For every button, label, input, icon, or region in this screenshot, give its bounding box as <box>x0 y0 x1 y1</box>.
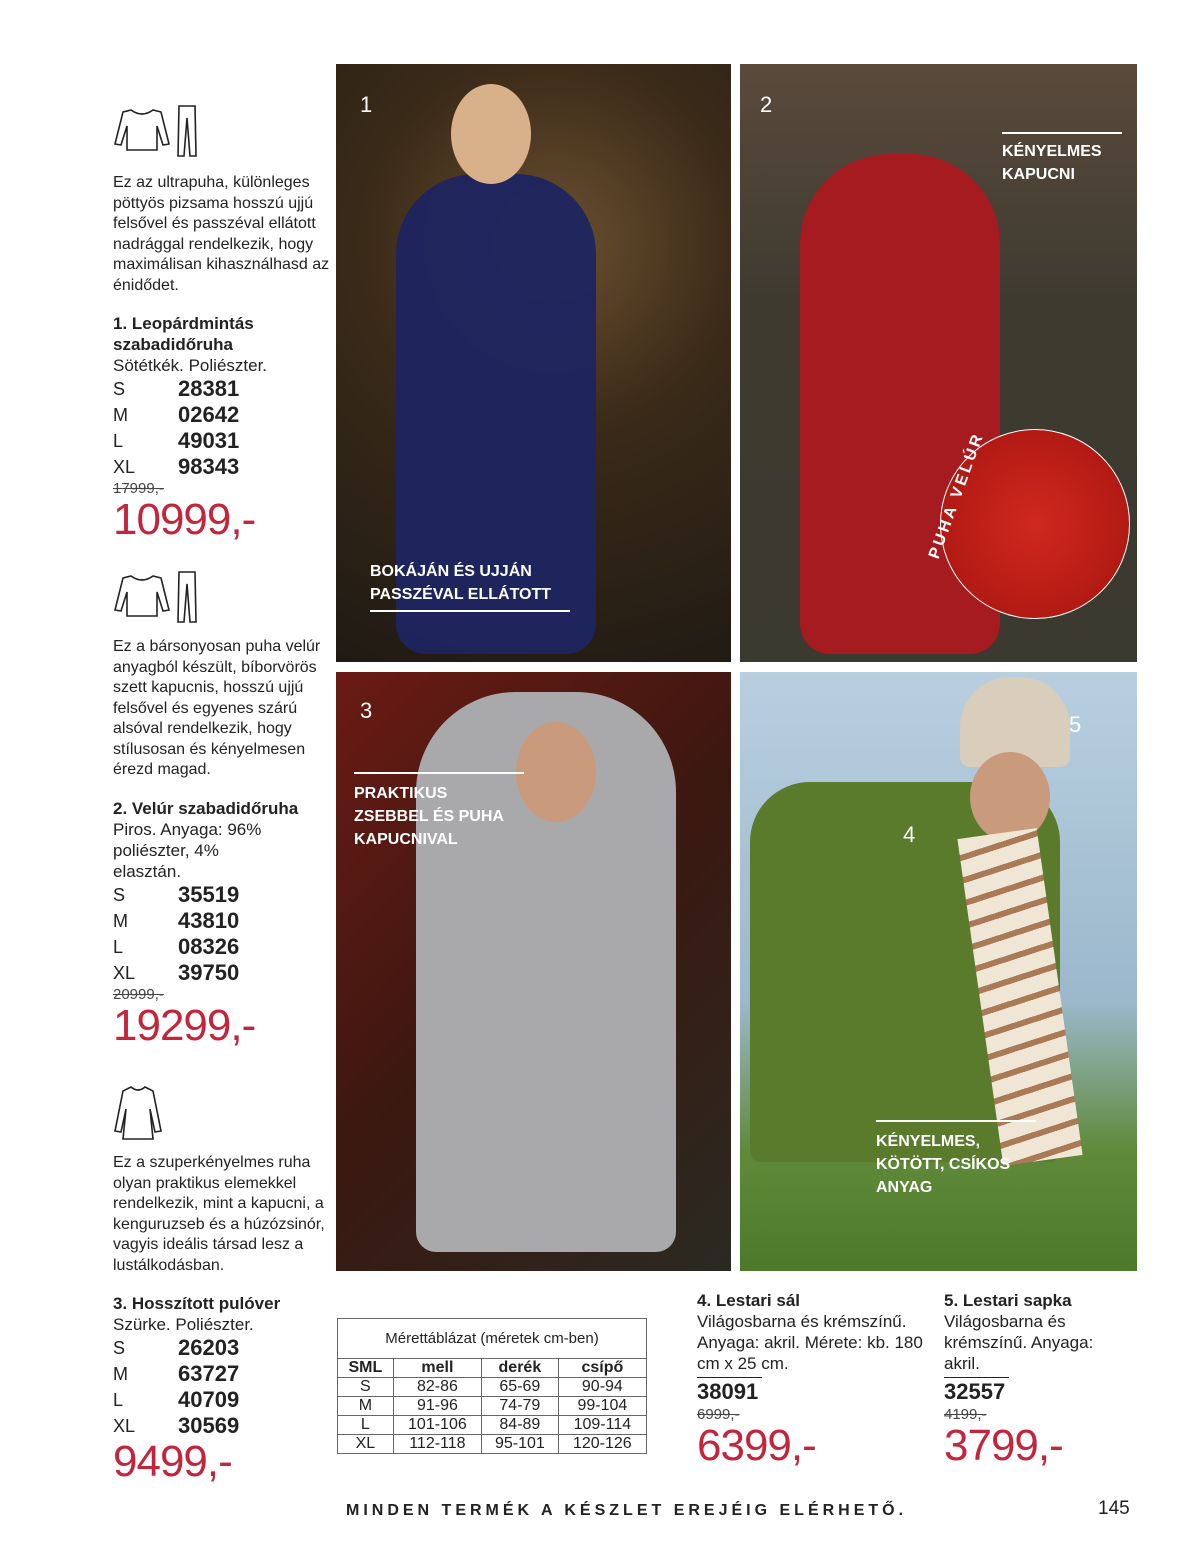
photo-leopard-pajamas <box>336 64 731 662</box>
product-5-title: 5. Lestari sapka <box>944 1291 1072 1310</box>
footer-note: MINDEN TERMÉK A KÉSZLET EREJÉIG ELÉRHETŐ. <box>346 1502 908 1519</box>
photo-number: 5 <box>1069 712 1082 737</box>
cell: 90-94 <box>558 1378 646 1397</box>
price: 6399,- <box>697 1421 816 1470</box>
cell: 120-126 <box>558 1435 646 1454</box>
table-row <box>338 1397 647 1416</box>
size: M <box>113 1364 128 1384</box>
product-3-title: 3. Hosszított pulóver <box>113 1294 281 1313</box>
photo-caption <box>354 772 524 851</box>
cell: L <box>338 1416 394 1435</box>
product-3-info <box>113 1153 338 1485</box>
product-4-title: 4. Lestari sál <box>697 1291 801 1310</box>
code: 63727 <box>178 1361 240 1386</box>
cell: 112-118 <box>393 1435 481 1454</box>
cell: 91-96 <box>393 1397 481 1416</box>
old-price: 17999,- <box>113 480 164 497</box>
code: 08326 <box>178 933 240 959</box>
cell: 65-69 <box>482 1378 559 1397</box>
header-cell: derék <box>482 1359 559 1378</box>
cell: 109-114 <box>558 1416 646 1435</box>
code: 98343 <box>178 454 240 479</box>
product-5-code: 32557 <box>944 1379 1006 1404</box>
product-1-info <box>113 173 338 543</box>
photo-velour-tracksuit <box>740 64 1137 662</box>
table-row <box>338 1435 647 1454</box>
cell: M <box>338 1397 394 1416</box>
old-price: 6999,- <box>697 1406 740 1423</box>
size: S <box>113 884 126 905</box>
product-1-sizes <box>113 376 338 480</box>
photo-number: 3 <box>360 698 373 723</box>
price: 19299,- <box>113 1000 256 1050</box>
price: 3799,- <box>944 1421 1063 1470</box>
tracksuit-icon <box>113 570 199 624</box>
code: 35519 <box>178 881 240 907</box>
product-5-info <box>944 1290 1114 1469</box>
product-2-subtitle: Piros. Anyaga: 96% poliészter, 4% elasztán. <box>113 819 262 881</box>
header-cell: SML <box>338 1359 394 1378</box>
size: S <box>113 379 126 399</box>
photo-number: 1 <box>360 92 373 117</box>
size: M <box>113 405 128 425</box>
code: 43810 <box>178 907 240 933</box>
pajamas-icon <box>113 104 199 158</box>
size: S <box>113 1338 126 1358</box>
code: 39750 <box>178 959 240 985</box>
cell: XL <box>338 1435 394 1454</box>
caption-text: BOKÁJÁN ÉS UJJÁN PASSZÉVAL ELLÁTOTT <box>370 563 552 603</box>
photo-caption <box>370 560 570 612</box>
code: 30569 <box>178 1413 240 1438</box>
size: L <box>113 1390 124 1410</box>
photo-scarf-hat <box>740 672 1137 1271</box>
product-2-info <box>113 637 338 1049</box>
caption-text: PRAKTIKUS ZSEBBEL ÉS PUHA KAPUCNIVAL <box>354 785 504 848</box>
page-number: 145 <box>1098 1498 1130 1519</box>
caption-text: KÉNYELMES KAPUCNI <box>1002 143 1102 183</box>
product-1-subtitle: Sötétkék. Poliészter. <box>113 356 268 375</box>
photo-long-pullover <box>336 672 731 1271</box>
old-price: 4199,- <box>944 1406 987 1423</box>
cell: 74-79 <box>482 1397 559 1416</box>
product-3-sizes <box>113 1335 338 1439</box>
size: XL <box>113 457 136 477</box>
cell: S <box>338 1378 394 1397</box>
caption-text: KÉNYELMES, KÖTÖTT, CSÍKOS ANYAG <box>876 1133 1011 1196</box>
size: XL <box>113 1416 136 1436</box>
product-4-code: 38091 <box>697 1379 759 1404</box>
header-cell: mell <box>393 1359 481 1378</box>
photo-number: 4 <box>903 822 916 847</box>
dress-icon <box>113 1085 163 1141</box>
photo-caption <box>1002 132 1122 186</box>
size: XL <box>113 962 136 983</box>
product-4-info <box>697 1290 927 1469</box>
code: 26203 <box>178 1335 240 1360</box>
code: 49031 <box>178 428 240 453</box>
cell: 95-101 <box>482 1435 559 1454</box>
velour-label: PUHA VELÚR <box>925 429 988 562</box>
product-2-sizes <box>113 882 338 986</box>
cell: 82-86 <box>393 1378 481 1397</box>
code: 02642 <box>178 402 240 427</box>
product-2-title: 2. Velúr szabadidőruha <box>113 798 299 818</box>
product-3-subtitle: Szürke. Poliészter. <box>113 1315 254 1334</box>
code: 40709 <box>178 1387 240 1412</box>
product-5-subtitle: Világosbarna és krémszínű. Anyaga: akril. <box>944 1312 1094 1373</box>
product-2-description: Ez a bársonyosan puha velúr anyagból készült, bíborvörös szett kapucnis, hosszú ujjú felsővel és egyenes szárú alsóval rendelkezik, hogy stílusosan és kényelmesen érezd magad. <box>113 638 321 778</box>
model-head <box>451 84 531 184</box>
photo-number: 2 <box>760 92 773 117</box>
cell: 101-106 <box>393 1416 481 1435</box>
product-1-title: 1. Leopárdmintás szabadidőruha <box>113 314 254 354</box>
price: 10999,- <box>113 495 256 544</box>
size: L <box>113 431 124 451</box>
price: 9499,- <box>113 1437 232 1486</box>
product-1-description: Ez az ultrapuha, különleges pöttyös pizsama hosszú ujjú felsővel és passzéval ellátott nadrággal rendelkezik, hogy maximálisan kihasználhasd az énidődet. <box>113 174 330 294</box>
size: L <box>113 936 124 957</box>
table-row <box>338 1378 647 1397</box>
code: 28381 <box>178 376 240 401</box>
size: M <box>113 910 128 931</box>
header-cell: csípő <box>558 1359 646 1378</box>
cell: 99-104 <box>558 1397 646 1416</box>
product-3-description: Ez a szuperkényelmes ruha olyan praktikus elemekkel rendelkezik, mint a kapucni, a kenguruzseb és a húzózsinór, vagyis ideális társad lesz a lustálkodásban. <box>113 1154 325 1274</box>
photo-caption <box>876 1120 1036 1199</box>
size-chart-title: Mérettáblázat (méretek cm-ben) <box>338 1319 647 1359</box>
table-row <box>338 1416 647 1435</box>
model-head <box>970 752 1050 842</box>
model-head <box>516 722 596 822</box>
product-4-subtitle: Világosbarna és krémszínű. Anyaga: akril. Mérete: kb. 180 cm x 25 cm. <box>697 1312 923 1373</box>
size-chart <box>337 1318 647 1454</box>
cell: 84-89 <box>482 1416 559 1435</box>
old-price: 20999,- <box>113 985 164 1003</box>
